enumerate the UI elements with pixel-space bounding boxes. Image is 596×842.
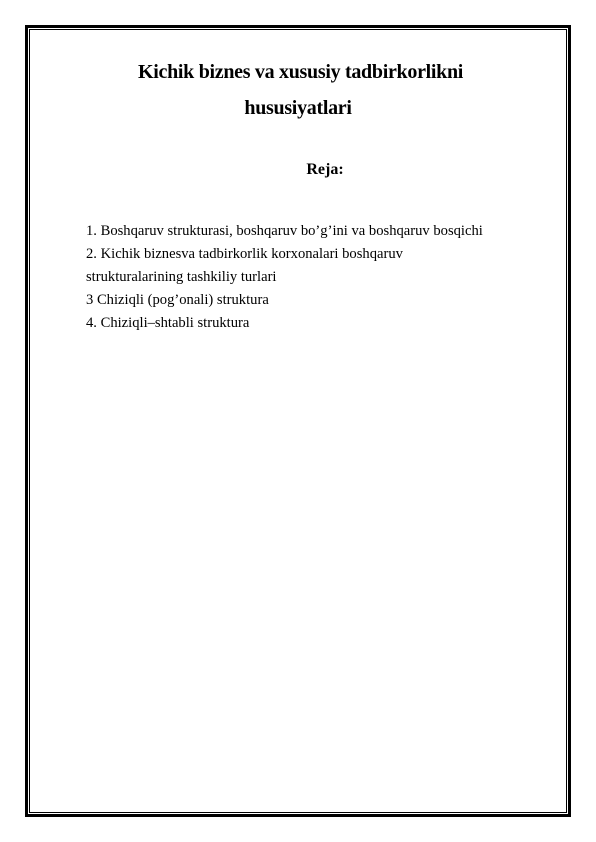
plan-item-4: 4. Chiziqli–shtabli struktura — [86, 315, 250, 331]
plan-heading: Reja: — [306, 161, 344, 178]
plan-item-3: 3 Chiziqli (pog’onali) struktura — [86, 292, 269, 308]
plan-item-1: 1. Boshqaruv strukturasi, boshqaruv bo’g’ini va boshqaruv bosqichi — [86, 223, 483, 239]
title-line-1: Kichik biznes va xususiy tadbirkorlikni — [138, 61, 464, 83]
page-border-inner — [29, 29, 567, 813]
document-title — [30, 54, 566, 126]
title-line-2: hususiyatlari — [244, 97, 352, 119]
plan-item-2-continued: strukturalarining tashkiliy turlari — [86, 269, 277, 285]
plan-item-2: 2. Kichik biznesva tadbirkorlik korxonalari boshqaruv — [86, 246, 403, 262]
plan-list — [86, 220, 556, 335]
